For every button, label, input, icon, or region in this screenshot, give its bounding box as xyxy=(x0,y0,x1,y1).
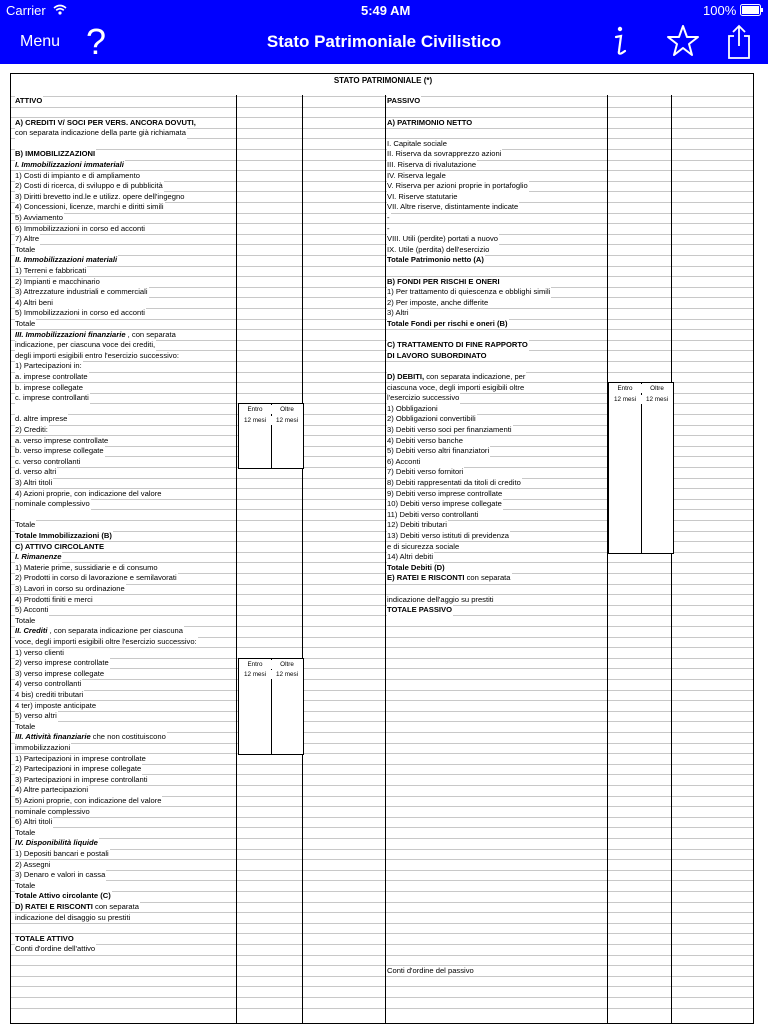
rule-line xyxy=(11,690,754,691)
passivo-line-item: A) PATRIMONIO NETTO xyxy=(387,117,473,127)
attivo-line-item: 3) verso imprese collegate xyxy=(15,668,105,678)
attivo-line-item: 5) verso altri xyxy=(15,711,57,721)
star-icon[interactable] xyxy=(666,24,700,58)
attivo-line-item: III. Attività finanziarie che non costituiscono xyxy=(15,732,166,742)
rule-line xyxy=(11,266,754,267)
attivo-line-item: Totale xyxy=(15,244,36,254)
oltre-label: Oltre xyxy=(641,384,673,393)
passivo-line-item: VII. Altre riserve, distintamente indicate xyxy=(387,202,519,212)
rule-line xyxy=(11,838,754,839)
passivo-line-item: VIII. Utili (perdite) portati a nuovo xyxy=(387,234,499,244)
oltre-label: Oltre xyxy=(271,660,303,669)
twelve-months-label: 12 mesi xyxy=(239,416,271,425)
twelve-months-label: 12 mesi xyxy=(641,395,673,404)
passivo-line-item: Totale Patrimonio netto (A) xyxy=(387,255,484,265)
attivo-line-item: B) IMMOBILIZZAZIONI xyxy=(15,149,96,159)
rule-line xyxy=(11,700,754,701)
attivo-line-item: 2) verso imprese controllate xyxy=(15,658,109,668)
attivo-line-item: 3) Diritti brevetto ind.le e utilizz. opere dell'ingegno xyxy=(15,191,185,201)
passivo-line-item: 8) Debiti rappresentati da titoli di credito xyxy=(387,477,521,487)
oltre-label: Oltre xyxy=(271,405,303,414)
attivo-line-item: 1) Costi di impianto e di ampliamento xyxy=(15,170,140,180)
passivo-line-item: e di sicurezza sociale xyxy=(387,541,460,551)
attivo-line-item: 4) verso controllanti xyxy=(15,679,82,689)
rule-line xyxy=(11,96,754,97)
rule-line xyxy=(11,986,754,987)
passivo-line-item: 10) Debiti verso imprese collegate xyxy=(387,499,502,509)
rule-line xyxy=(11,859,754,860)
column-divider xyxy=(385,95,386,1024)
rule-line xyxy=(11,372,754,373)
attivo-line-item: 5) Avviamento xyxy=(15,212,63,222)
rule-line xyxy=(11,891,754,892)
rule-line xyxy=(11,870,754,871)
rule-line xyxy=(11,944,754,945)
rule-line xyxy=(11,1008,754,1009)
attivo-line-item: 3) Lavori in corso su ordinazione xyxy=(15,583,125,593)
attivo-line-item: Totale Immobilizzazioni (B) xyxy=(15,530,112,540)
attivo-line-item: 4) Azioni proprie, con indicazione del valore xyxy=(15,488,162,498)
attivo-line-item: 1) Partecipazioni in imprese controllate xyxy=(15,753,146,763)
attivo-line-item: Conti d'ordine dell'attivo xyxy=(15,944,96,954)
passivo-line-item: Totale Fondi per rischi e oneri (B) xyxy=(387,318,508,328)
attivo-line-item: III. Immobilizzazioni finanziarie , con separata xyxy=(15,329,176,339)
rule-line xyxy=(11,668,754,669)
passivo-line-item: 6) Acconti xyxy=(387,456,421,466)
twelve-months-label: 12 mesi xyxy=(271,670,303,679)
attivo-line-item: 2) Partecipazioni in imprese collegate xyxy=(15,764,142,774)
passivo-line-item: 2) Obbligazioni convertibili xyxy=(387,414,476,424)
page-title: Stato Patrimoniale Civilistico xyxy=(266,32,502,51)
passivo-line-item: ciascuna voce, degli importi esigibili oltre xyxy=(387,382,525,392)
attivo-line-item: Totale xyxy=(15,827,36,837)
attivo-line-item: Totale xyxy=(15,880,36,890)
rule-line xyxy=(11,255,754,256)
due-date-subcolumns xyxy=(238,658,304,755)
entro-label: Entro xyxy=(239,405,271,414)
attivo-line-item: immobilizzazioni xyxy=(15,742,71,752)
rule-line xyxy=(11,149,754,150)
rule-line xyxy=(11,244,754,245)
column-divider xyxy=(607,95,608,1024)
passivo-line-item: 2) Per imposte, anche differite xyxy=(387,297,489,307)
passivo-line-item: Conti d'ordine del passivo xyxy=(387,965,474,975)
rule-line xyxy=(11,721,754,722)
passivo-line-item: 1) Per trattamento di quiescenza e obblighi simili xyxy=(387,287,551,297)
battery-label: 100% xyxy=(703,3,737,18)
rule-line xyxy=(11,827,754,828)
attivo-line-item: indicazione del disaggio su prestiti xyxy=(15,912,131,922)
passivo-line-item: E) RATEI E RISCONTI con separata xyxy=(387,573,511,583)
attivo-line-item: 3) Partecipazioni in imprese controllanti xyxy=(15,774,148,784)
attivo-line-item: Totale Attivo circolante (C) xyxy=(15,891,111,901)
attivo-line-item: 2) Costi di ricerca, di sviluppo e di pubblicità xyxy=(15,181,163,191)
attivo-line-item: 3) Attrezzature industriali e commerciali xyxy=(15,287,148,297)
passivo-line-item: 7) Debiti verso fornitori xyxy=(387,467,464,477)
wifi-icon xyxy=(53,4,67,15)
column-divider xyxy=(302,95,303,1024)
passivo-line-item: Totale Debiti (D) xyxy=(387,562,445,572)
passivo-line-item: 3) Debiti verso soci per finanziamenti xyxy=(387,424,512,434)
carrier-label: Carrier xyxy=(6,3,46,18)
attivo-line-item: 2) Crediti: xyxy=(15,424,48,434)
nav-bar xyxy=(0,20,768,64)
attivo-line-item: 4) Prodotti finiti e merci xyxy=(15,594,93,604)
attivo-line-item: 2) Impianti e macchinario xyxy=(15,276,100,286)
attivo-line-item: a. verso imprese controllate xyxy=(15,435,109,445)
attivo-line-item: degli importi esigibili entro l'esercizio successivo: xyxy=(15,350,179,360)
attivo-line-item: 2) Prodotti in corso di lavorazione e semilavorati xyxy=(15,573,177,583)
attivo-line-item: 1) Depositi bancari e postali xyxy=(15,848,109,858)
column-divider xyxy=(236,95,237,1024)
balance-sheet-page[interactable] xyxy=(0,64,768,1024)
attivo-line-item: IV. Disponibilità liquide xyxy=(15,838,98,848)
attivo-line-item: 4) Concessioni, licenze, marchi e diritti simili xyxy=(15,202,164,212)
passivo-line-item: PASSIVO xyxy=(387,96,421,106)
attivo-line-item: d. verso altri xyxy=(15,467,57,477)
passivo-line-item: 14) Altri debiti xyxy=(387,552,434,562)
passivo-line-item: IX. Utile (perdita) dell'esercizio xyxy=(387,244,490,254)
document-title: STATO PATRIMONIALE (*) xyxy=(333,76,433,85)
passivo-line-item: IV. Riserva legale xyxy=(387,170,446,180)
twelve-months-label: 12 mesi xyxy=(239,670,271,679)
passivo-line-item: VI. Riserve statutarie xyxy=(387,191,458,201)
attivo-line-item: a. imprese controllate xyxy=(15,371,88,381)
attivo-line-item: Totale xyxy=(15,615,36,625)
attivo-line-item: II. Immobilizzazioni materiali xyxy=(15,255,118,265)
attivo-line-item: indicazione, per ciascuna voce dei crediti, xyxy=(15,340,156,350)
attivo-line-item: c. verso controllanti xyxy=(15,456,81,466)
passivo-line-item: D) DEBITI, con separata indicazione, per xyxy=(387,371,526,381)
rule-line xyxy=(11,997,754,998)
twelve-months-label: 12 mesi xyxy=(609,395,641,404)
passivo-line-item: C) TRATTAMENTO DI FINE RAPPORTO xyxy=(387,340,528,350)
twelve-months-label: 12 mesi xyxy=(271,416,303,425)
rule-line xyxy=(11,955,754,956)
attivo-line-item: 4 bis) crediti tributari xyxy=(15,689,84,699)
attivo-line-item: 6) Immobilizzazioni in corso ed acconti xyxy=(15,223,145,233)
passivo-line-item: l'esercizio successivo xyxy=(387,393,460,403)
attivo-line-item: 3) Denaro e valori in cassa xyxy=(15,870,106,880)
attivo-line-item: con separata indicazione della parte già richiamata xyxy=(15,128,186,138)
rule-line xyxy=(11,817,754,818)
passivo-line-item: indicazione dell'aggio su prestiti xyxy=(387,594,494,604)
passivo-line-item: - xyxy=(387,223,390,233)
passivo-line-item: 12) Debiti tributari xyxy=(387,520,447,530)
passivo-line-item: 4) Debiti verso banche xyxy=(387,435,463,445)
due-date-subcolumns xyxy=(608,382,674,554)
passivo-line-item: III. Riserva di rivalutazione xyxy=(387,159,477,169)
battery-icon xyxy=(740,4,764,16)
status-bar xyxy=(0,0,768,20)
passivo-line-item: 5) Debiti verso altri finanziatori xyxy=(387,446,490,456)
rule-line xyxy=(11,880,754,881)
passivo-line-item: 9) Debiti verso imprese controllate xyxy=(387,488,503,498)
attivo-line-item: 7) Altre xyxy=(15,234,40,244)
rule-line xyxy=(11,976,754,977)
entro-label: Entro xyxy=(239,660,271,669)
attivo-line-item: A) CREDITI V/ SOCI PER VERS. ANCORA DOVUTI, xyxy=(15,117,196,127)
balance-sheet-form xyxy=(10,73,754,1024)
rule-line xyxy=(11,679,754,680)
attivo-line-item: D) RATEI E RISCONTI con separata xyxy=(15,901,139,911)
attivo-line-item: 2) Assegni xyxy=(15,859,51,869)
rule-line xyxy=(11,849,754,850)
rule-line xyxy=(11,965,754,966)
passivo-line-item: V. Riserva per azioni proprie in portafoglio xyxy=(387,181,528,191)
passivo-line-item: II. Riserva da sovrapprezzo azioni xyxy=(387,149,502,159)
attivo-line-item: I. Rimanenze xyxy=(15,552,62,562)
attivo-line-item: I. Immobilizzazioni immateriali xyxy=(15,159,124,169)
passivo-line-item: 3) Altri xyxy=(387,308,409,318)
attivo-line-item: Totale xyxy=(15,721,36,731)
attivo-line-item: II. Crediti , con separata indicazione per ciascuna xyxy=(15,626,184,636)
clock: 5:49 AM xyxy=(361,3,411,18)
attivo-line-item: 3) Altri titoli xyxy=(15,477,53,487)
rule-line xyxy=(11,658,754,659)
attivo-line-item: 1) Terreni e fabbricati xyxy=(15,265,87,275)
attivo-line-item: nominale complessivo xyxy=(15,499,90,509)
rule-line xyxy=(11,933,754,934)
attivo-line-item: b. verso imprese collegate xyxy=(15,446,104,456)
attivo-line-item: C) ATTIVO CIRCOLANTE xyxy=(15,541,105,551)
attivo-line-item: b. imprese collegate xyxy=(15,382,83,392)
question-icon[interactable]: ? xyxy=(86,21,107,62)
attivo-line-item: 6) Altri titoli xyxy=(15,817,53,827)
passivo-line-item: - xyxy=(387,212,390,222)
due-date-subcolumns xyxy=(238,403,304,469)
menu-button[interactable]: Menu xyxy=(20,33,61,50)
attivo-line-item: Totale xyxy=(15,520,36,530)
entro-label: Entro xyxy=(609,384,641,393)
rule-line xyxy=(11,605,754,606)
attivo-line-item: 1) Partecipazioni in: xyxy=(15,361,82,371)
attivo-line-item: 1) Materie prime, sussidiarie e di consumo xyxy=(15,562,158,572)
passivo-line-item: TOTALE PASSIVO xyxy=(387,605,452,615)
passivo-line-item: 13) Debiti verso istituti di previdenza xyxy=(387,530,509,540)
attivo-line-item: 5) Immobilizzazioni in corso ed acconti xyxy=(15,308,145,318)
attivo-line-item: 5) Acconti xyxy=(15,605,49,615)
column-divider xyxy=(671,95,672,1024)
attivo-line-item: TOTALE ATTIVO xyxy=(15,933,74,943)
passivo-line-item: 11) Debiti verso controllanti xyxy=(387,509,479,519)
attivo-line-item: c. imprese controllanti xyxy=(15,393,89,403)
attivo-line-item: Totale xyxy=(15,318,36,328)
rule-line xyxy=(11,107,754,108)
attivo-line-item: d. altre imprese xyxy=(15,414,68,424)
attivo-line-item: 1) verso clienti xyxy=(15,647,64,657)
attivo-line-item: 5) Azioni proprie, con indicazione del valore xyxy=(15,795,162,805)
passivo-line-item: I. Capitale sociale xyxy=(387,138,447,148)
info-icon[interactable] xyxy=(612,24,630,58)
passivo-line-item: 1) Obbligazioni xyxy=(387,403,438,413)
passivo-line-item: DI LAVORO SUBORDINATO xyxy=(387,350,487,360)
attivo-line-item: 4) Altre partecipazioni xyxy=(15,785,89,795)
attivo-line-item: ATTIVO xyxy=(15,96,43,106)
attivo-line-item: nominale complessivo xyxy=(15,806,90,816)
attivo-line-item: 4 ter) imposte anticipate xyxy=(15,700,97,710)
share-icon[interactable] xyxy=(726,24,752,60)
passivo-line-item: B) FONDI PER RISCHI E ONERI xyxy=(387,276,500,286)
rule-line xyxy=(11,615,754,616)
rule-line xyxy=(11,711,754,712)
attivo-line-item: voce, degli importi esigibili oltre l'esercizio successivo: xyxy=(15,636,197,646)
attivo-line-item: 4) Altri beni xyxy=(15,297,53,307)
rule-line xyxy=(11,276,754,277)
